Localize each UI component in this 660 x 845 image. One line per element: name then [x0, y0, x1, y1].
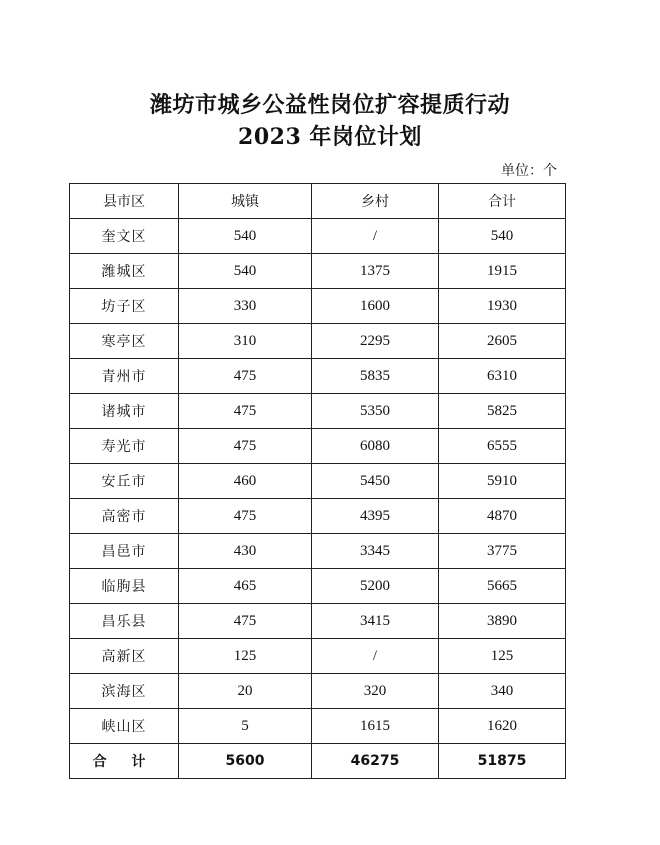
cell-rural: 5450	[312, 464, 439, 499]
cell-total: 5910	[439, 464, 566, 499]
cell-urban: 475	[179, 394, 312, 429]
unit-label: 单位：个	[501, 163, 557, 179]
job-plan-table	[69, 183, 566, 779]
total-label: 合 计	[70, 744, 179, 779]
cell-rural: 5835	[312, 359, 439, 394]
cell-district: 峡山区	[70, 709, 179, 744]
cell-total: 6310	[439, 359, 566, 394]
cell-rural: 6080	[312, 429, 439, 464]
cell-total: 540	[439, 219, 566, 254]
cell-urban: 540	[179, 254, 312, 289]
cell-rural: 4395	[312, 499, 439, 534]
cell-rural: /	[312, 219, 439, 254]
table-row	[70, 464, 566, 499]
cell-rural: /	[312, 639, 439, 674]
cell-rural: 320	[312, 674, 439, 709]
cell-urban: 330	[179, 289, 312, 324]
header-district: 县市区	[70, 184, 179, 219]
table-header-row	[70, 184, 566, 219]
total-sum: 51875	[439, 744, 566, 779]
cell-urban: 310	[179, 324, 312, 359]
header-urban: 城镇	[179, 184, 312, 219]
cell-district: 诸城市	[70, 394, 179, 429]
cell-rural: 1615	[312, 709, 439, 744]
cell-urban: 465	[179, 569, 312, 604]
cell-urban: 475	[179, 429, 312, 464]
cell-district: 临朐县	[70, 569, 179, 604]
cell-district: 高密市	[70, 499, 179, 534]
table-row	[70, 604, 566, 639]
table-row	[70, 429, 566, 464]
cell-district: 高新区	[70, 639, 179, 674]
cell-rural: 5200	[312, 569, 439, 604]
cell-rural: 1600	[312, 289, 439, 324]
cell-rural: 5350	[312, 394, 439, 429]
cell-district: 寿光市	[70, 429, 179, 464]
cell-total: 1930	[439, 289, 566, 324]
cell-district: 奎文区	[70, 219, 179, 254]
table-row	[70, 289, 566, 324]
table-row	[70, 674, 566, 709]
cell-district: 潍城区	[70, 254, 179, 289]
cell-total: 4870	[439, 499, 566, 534]
cell-rural: 1375	[312, 254, 439, 289]
cell-urban: 460	[179, 464, 312, 499]
cell-total: 3775	[439, 534, 566, 569]
cell-total: 340	[439, 674, 566, 709]
cell-district: 青州市	[70, 359, 179, 394]
cell-total: 1620	[439, 709, 566, 744]
cell-total: 125	[439, 639, 566, 674]
table-row	[70, 639, 566, 674]
cell-total: 5665	[439, 569, 566, 604]
total-urban: 5600	[179, 744, 312, 779]
table-row	[70, 359, 566, 394]
table-row	[70, 534, 566, 569]
cell-urban: 540	[179, 219, 312, 254]
table-row	[70, 499, 566, 534]
cell-rural: 2295	[312, 324, 439, 359]
table-row	[70, 569, 566, 604]
header-rural: 乡村	[312, 184, 439, 219]
cell-total: 5825	[439, 394, 566, 429]
header-total: 合计	[439, 184, 566, 219]
cell-total: 2605	[439, 324, 566, 359]
cell-urban: 475	[179, 499, 312, 534]
table-row	[70, 324, 566, 359]
table-row	[70, 394, 566, 429]
total-rural: 46275	[312, 744, 439, 779]
cell-district: 昌乐县	[70, 604, 179, 639]
cell-rural: 3415	[312, 604, 439, 639]
cell-district: 昌邑市	[70, 534, 179, 569]
cell-urban: 5	[179, 709, 312, 744]
cell-urban: 20	[179, 674, 312, 709]
document-title-line2: 2023 年岗位计划	[238, 124, 422, 150]
table-total-row	[70, 744, 566, 779]
table-row	[70, 709, 566, 744]
cell-district: 滨海区	[70, 674, 179, 709]
cell-urban: 125	[179, 639, 312, 674]
cell-district: 坊子区	[70, 289, 179, 324]
cell-district: 安丘市	[70, 464, 179, 499]
cell-total: 1915	[439, 254, 566, 289]
cell-total: 6555	[439, 429, 566, 464]
table-row	[70, 254, 566, 289]
cell-urban: 430	[179, 534, 312, 569]
cell-rural: 3345	[312, 534, 439, 569]
table-row	[70, 219, 566, 254]
cell-district: 寒亭区	[70, 324, 179, 359]
cell-urban: 475	[179, 359, 312, 394]
document-title-line1: 潍坊市城乡公益性岗位扩容提质行动	[149, 92, 510, 118]
cell-urban: 475	[179, 604, 312, 639]
cell-total: 3890	[439, 604, 566, 639]
